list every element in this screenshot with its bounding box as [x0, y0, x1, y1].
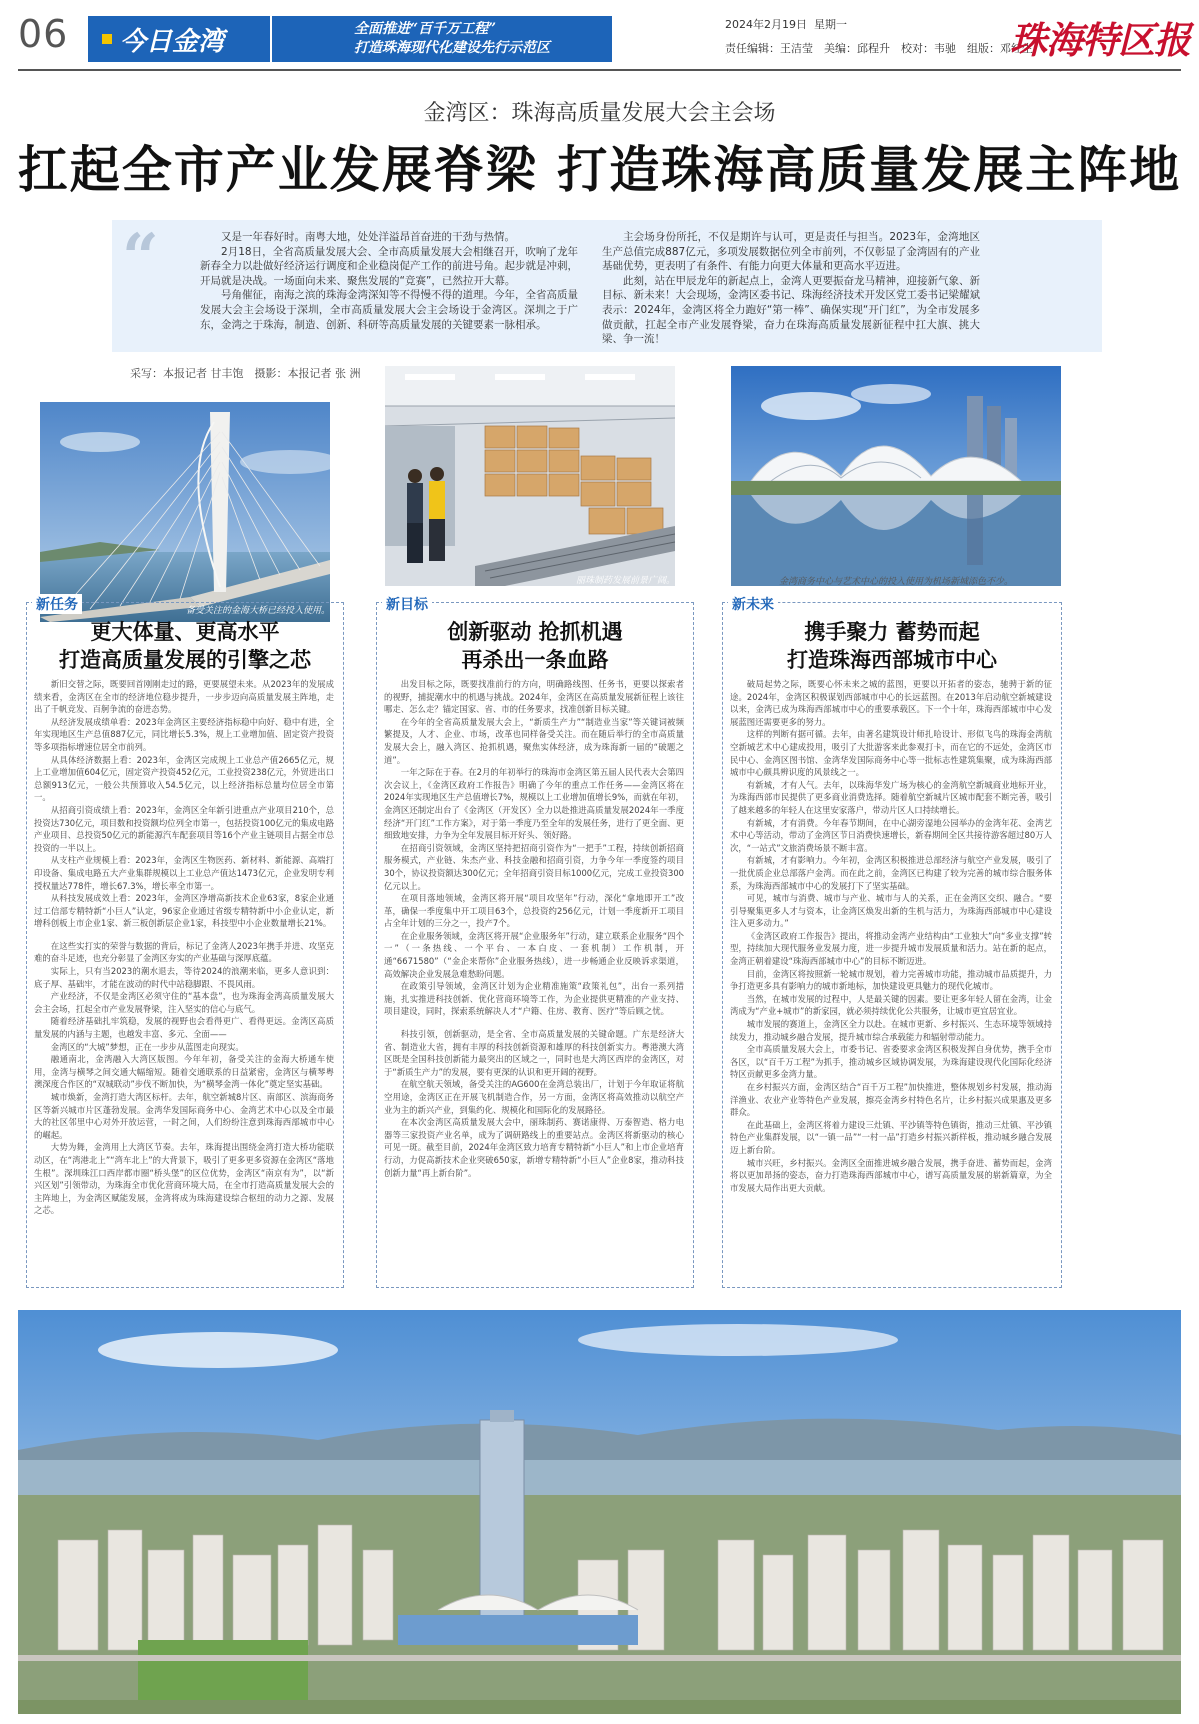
- slogan-line-2: 打造珠海现代化建设先行示范区: [354, 40, 550, 56]
- art-center-photo: [731, 366, 1061, 586]
- column-body: [730, 678, 1052, 1278]
- body-paragraph: 从经济发展成绩单看：2023年金湾区主要经济指标稳中向好、稳中有进，全年实现地区生产总值887亿元，同比增长5.3%，规上工业增加值、固定资产投资等多项指标增速位居全市前列。: [34, 716, 334, 752]
- body-paragraph: 这样的判断有据可循。去年，由著名建筑设计师扎哈设计、形似飞鸟的珠海金湾航空新城艺术中心建成投用，吸引了大批游客来此参观打卡，而在它的不远处，金湾区市民中心、金湾区图书馆、金湾华发国际商务中心等一批标志性建筑集聚，成为珠海西部城市中心颇具辨识度的风景线之一。: [730, 729, 1052, 778]
- body-paragraph: 在今年的全省高质量发展大会上，“新质生产力”“制造业当家”等关键词被频繁提及，人才、企业、市场，改革也同样备受关注。而在随后举行的全市高质量发展大会上，融入湾区、抢抓机遇，聚焦实体经济，成为珠海新一届的“破题之道”。: [384, 716, 684, 765]
- body-paragraph: 出发目标之际，既要找准前行的方向，明确路线图、任务书，更要以探索者的视野，捕捉潮水中的机遇与挑战。2024年，金湾区在高质量发展新征程上该往哪走、怎么走？锚定国家、省、市的任务要求，找准创新目标关键。: [384, 679, 684, 715]
- column-title-line: 创新驱动 抢抓机遇: [447, 619, 623, 644]
- body-paragraph: 在本次金湾区高质量发展大会中，丽珠制药、赛诺康得、万泰智造、格力电器等三家投资产业名单，成为了调研路线上的重要站点。金湾区将新驱动的核心可见一斑。截至目前，2024年金湾区致力培育专精特新“小巨人”和上市企业培育行动，力促高新技术企业突破650家，新增专精特新“小巨人”企业8家，推动科技创新力量“再上新台阶”。: [384, 1117, 684, 1178]
- issue-date: [725, 16, 847, 32]
- body-paragraph: 城市兴旺，乡村振兴。金湾区全面推进城乡融合发展，携手奋进、蓄势而起，金湾将以更加昂扬的姿态，奋力打造珠海西部城市中心，谱写高质量发展的崭新篇章，为全市发展大局作出更大贡献。: [730, 1157, 1052, 1193]
- slogan-banner: [272, 16, 612, 62]
- body-paragraph: 全市高质量发展大会上，市委书记、省委要求金湾区积极发挥自身优势，携手全市各区，以“百千万工程”为抓手，推动城乡区域协调发展，为珠海建设现代化国际化经济特区贡献更多金湾力量。: [730, 1044, 1052, 1080]
- section-banner: [88, 16, 270, 62]
- body-paragraph: 破局起势之际，既要心怀未来之城的蓝图，更要以开拓者的姿态，驰骋于新的征途。2024年，金湾区积极谋划西部城市中心的长远蓝图。在2013年启动航空新城建设以来，金湾已成为珠海西部城市中心的重要承载区。下一个十年，珠海西部城市中心发展蓝图还需要更多的努力。: [730, 679, 1052, 727]
- body-paragraph: 当然，在城市发展的过程中，人是最关键的因素。要让更多年轻人留在金湾，让金湾成为“产业+城市”的新家园，就必须持续优化公共服务，让城市更宜居宜业。: [730, 993, 1052, 1017]
- photo-caption: 丽珠制药发展前景广阔。: [575, 576, 675, 586]
- body-paragraph: 从科技发展成效上看：2023年，金湾区净增高新技术企业63家，8家企业通过工信部专精特新“小巨人”认定，96家企业通过省级专精特新中小企业认定，新增科创板上市企业1家、新三板创新层企业1家，科技型中小企业数量增长21%。: [34, 893, 334, 929]
- column-title-line: 再杀出一条血路: [461, 647, 609, 672]
- lead-paragraph: 此刻，站在甲辰龙年的新起点上，金湾人更要振奋龙马精神，迎接新气象、新目标、新未来！大会现场，金湾区委书记、珠海经济技术开发区党工委书记梁耀斌表示：2024年，金湾区将全力跑好“第一棒”、确保实现“开门红”，为全市发展多做贡献，扛起全市产业发展脊梁，奋力在珠海高质量发展新征程中扛大旗、挑大梁、争一流！: [602, 274, 980, 346]
- body-paragraph: 有新城，才有消费。今年春节期间，在中心湖旁湿地公园举办的金湾年花、金湾艺术中心等活动，带动了金湾区节日消费快速增长，新春期间全区共接待游客超过80万人次，“一站式”文旅消费场景不断丰富。: [730, 817, 1052, 853]
- body-paragraph: 科技引领，创新驱动，是全省、全市高质量发展的关键命题。广东是经济大省、制造业大省，拥有丰厚的科技创新资源和雄厚的科技创新实力。粤港澳大湾区既是全国科技创新能力最突出的区域之一，同时也是大湾区西岸的金湾区，对于“新质生产力”的发展，要有更深的认识和更开阔的视野。: [384, 1029, 684, 1077]
- body-paragraph: 新旧交替之际，既要回首刚刚走过的路，更要展望未来。从2023年的发展成绩来看，金湾区在全市的经济地位稳步提升，一步步迈向高质量发展主阵地，走出了千帆竞发、百舸争流的奋进态势。: [34, 679, 334, 715]
- body-paragraph: 城市发展的赛道上，金湾区全力以赴。在城市更新、乡村振兴、生态环境等领域持续发力，推动城乡融合发展，提升城市综合承载能力和辐射带动能力。: [730, 1019, 1052, 1042]
- body-paragraph: 在此基础上，金湾区将着力建设三灶镇、平沙镇等特色镇街，推动三灶镇、平沙镇特色产业集群发展，以“一镇一品”“一村一品”打造乡村振兴新样板，推动城乡融合发展迈上新台阶。: [730, 1119, 1052, 1155]
- date-text: 2024年2月19日: [725, 18, 807, 31]
- slogan-line-1: 全面推进“百千万工程”: [354, 21, 497, 37]
- column-title: [26, 618, 344, 674]
- bridge-photo: [40, 402, 330, 622]
- lead-paragraph: 号角催征，南海之滨的珠海金湾深知等不得慢不得的道理。今年，全省高质量发展大会主会场设于深圳，全市高质量发展大会主会场设于金湾区。深圳之于广东，金湾之于珠海，制造、创新、科研等高质量发展的关键要素一脉相承。: [200, 289, 578, 331]
- body-paragraph: 从支柱产业规模上看：2023年，金湾区生物医药、新材料、新能源、高端打印设备、集成电路五大产业集群规模以上工业总产值达1473亿元，企业发明专利授权量达778件，增长67.3%，增长率全市第一。: [34, 855, 334, 891]
- body-paragraph: 随着经济基础扎牢筑稳，发展的视野也会看得更广、看得更远。金湾区高质量发展的内涵与主题，也越发丰富、多元、全面——: [34, 1016, 334, 1040]
- body-paragraph: 产业经济，不仅是金湾区必须守住的“基本盘”，也为珠海金湾高质量发展大会主会场，扛起全市产业发展脊梁，注入坚实的信心与底气。: [34, 991, 334, 1014]
- body-paragraph: 从招商引资成绩上看：2023年，金湾区全年新引进重点产业项目210个，总投资达730亿元，项目数和投资额均位列全市第一，包括投资100亿元的集成电路产业项目、总投资50亿元的新能源汽车配套项目等16个产业主链项目占据全市总投资的一半以上。: [34, 804, 334, 853]
- body-paragraph: 目前，金湾区将按照新一轮城市规划，着力完善城市功能，推动城市品质提升，力争打造更多具有影响力的城市新地标，加快建设更具魅力的现代化城市。: [730, 968, 1052, 992]
- column-title-line: 打造珠海西部城市中心: [787, 647, 997, 672]
- body-paragraph: 城市焕新，金湾打造大湾区标杆。去年，航空新城8片区、南部区、滨海商务区等新兴城市片区蓬勃发展。金湾华发国际商务中心、金湾艺术中心以及全市最大的社区邻里中心对外开放运营，一时之间，人们纷纷注意到珠海西部城市中心的崛起。: [34, 1092, 334, 1140]
- photo-caption: 备受关注的金海大桥已经投入使用。: [185, 606, 330, 616]
- body-paragraph: 金湾区的“大城”梦想，正在一步步从蓝图走向现实。: [50, 1041, 244, 1052]
- column-title-line: 携手聚力 蓄势而起: [804, 619, 980, 644]
- page-number: 06: [18, 12, 69, 56]
- body-paragraph: 从具体经济数据上看：2023年，金湾区完成规上工业总产值2665亿元，规上工业增加值604亿元，固定资产投资452亿元，工业投资238亿元，外贸进出口总额913亿元，一般公共预算收入54.5亿元，以上经济指标总量均位居全市第一。: [34, 754, 334, 803]
- body-paragraph: 在这些实打实的荣誉与数据的背后，标记了金湾人2023年携手并进、攻坚克难的奋斗足迹，也充分彰显了金湾区夯实的产业基础与深厚底蕴。: [34, 940, 334, 964]
- body-paragraph: 可见，城市与消费、城市与产业、城市与人的关系，正在金湾区交织、融合。“要引导聚集更多人才与资本，让金湾区焕发出新的生机与活力，为珠海西部城市中心建设注入更多动力。”: [730, 893, 1052, 929]
- column-title-line: 打造高质量发展的引擎之芯: [59, 647, 311, 672]
- warehouse-illustration: [385, 366, 675, 586]
- column-title-line: 更大体量、更高水平: [90, 619, 280, 644]
- body-paragraph: 在政策引导领域，金湾区计划为企业精准施策“政策礼包”，出台一系列措施，扎实推进科技创新、优化营商环境等工作，为企业提供更精准的产业支持、项目建设，同时，探索系统解决人才“户籍、住房、教育、医疗”等后顾之忧。: [384, 981, 684, 1017]
- newspaper-masthead: 珠海特区报: [1010, 18, 1190, 62]
- city-aerial-photo: [18, 1310, 1181, 1714]
- column-title: [722, 618, 1062, 674]
- body-paragraph: 在企业服务领域，金湾区将开展“企业服务年”行动，建立联系企业服务“四个一”（一条热线、一个平台、一本白皮、一套机制）工作机制，开通“6671580”（“金企来帮你”企业服务热线），进一步畅通企业反映诉求渠道，高效解决企业发展急难愁盼问题。: [384, 930, 684, 979]
- body-paragraph: 在乡村振兴方面，金湾区结合“百千万工程”加快推进，整体规划乡村发展，推动海洋渔业、农业产业等特色产业发展，擦亮金湾乡村特色名片，让乡村振兴成果惠及更多群众。: [730, 1082, 1052, 1118]
- column-title: [376, 618, 694, 674]
- column-tag: 新未来: [728, 594, 778, 614]
- column-body: [34, 678, 334, 1278]
- body-paragraph: 在招商引资领域，金湾区坚持把招商引资作为“一把手”工程，持续创新招商服务模式，产业链、朱杰产业、科技金融和招商引资，力争今年一季度签约项目30个，协议投资额达300亿元；全年招商引资目标1000亿元，完成工业投资300亿元以上。: [384, 842, 684, 891]
- body-paragraph: 实际上，只有当2023的潮水退去，等待2024的浪潮来临，更多人意识到：底子厚、基础牢，才能在波动的时代中站稳脚跟、不畏风雨。: [34, 966, 334, 989]
- body-paragraph: 融通南北，金湾融入大湾区版图。今年年初，备受关注的金海大桥通车使用，金湾与横琴之间交通大幅缩短。随着交通联系的日益紧密，金湾区与横琴粤澳深度合作区的“双城联动”步伐不断加快，为“横琴金湾一体化”奠定坚实基础。: [34, 1054, 334, 1090]
- warehouse-photo: [385, 366, 675, 586]
- body-paragraph: 在航空航天领域，备受关注的AG600在金湾总装出厂，计划于今年取证将航空用途，金湾区正在开展飞机制造合作，另一方面，金湾区将高效推动以航空产业为主的新兴产业，到集约化、规模化和国际化的发展路径。: [384, 1079, 684, 1115]
- weekday-text: 星期一: [814, 18, 847, 31]
- body-paragraph: 一年之际在于春。在2月的年初举行的珠海市金湾区第五届人民代表大会第四次会议上，《金湾区政府工作报告》明确了今年的重点工作任务——金湾区将在2024年实现地区生产总值增长7%，规模以上工业增加值增长9%，而就在年初，金湾区还制定出台了《金湾区（开发区）全力以赴推进高质量发展2024年一季度经济“开门红”工作方案》，对于第一季度乃至全年的发展任务，进行了更全面、更细致地安排，力争为全年发展目标开好头、领好路。: [384, 767, 684, 841]
- column-tag: 新目标: [382, 594, 432, 614]
- art-center-illustration: [731, 366, 1061, 586]
- kicker-headline: 金湾区：珠海高质量发展大会主会场: [423, 101, 776, 126]
- city-aerial-illustration: [18, 1310, 1181, 1714]
- editor-credits: 责任编辑：王洁莹 美编：邱程升 校对：韦驰 组版：邓红生: [725, 42, 1033, 55]
- lead-paragraph: 主会场身份所托，不仅是期许与认可，更是责任与担当。2023年，金湾地区生产总值完成887亿元，多项发展数据位列全市前列，不仅彰显了金湾固有的产业基础优势，更表明了有条件、有能力向更大体量和更高水平迈进。: [602, 231, 980, 273]
- main-headline: 扛起全市产业发展脊梁 打造珠海高质量发展主阵地: [17, 140, 1182, 199]
- lead-left-column: [200, 230, 578, 332]
- lead-paragraph: 2月18日，全省高质量发展大会、全市高质量发展大会相继召开，吹响了龙年新春全力以赴做好经济运行调度和企业稳岗促产工作的前进号角。起步就是冲刺，开局就是决战。一场面向未来、聚焦发展的“竞赛”，已然拉开大幕。: [200, 245, 578, 287]
- lead-right-column: [602, 230, 980, 347]
- body-paragraph: 有新城，才有人气。去年，以珠海华发广场为核心的金湾航空新城商业地标开业，为珠海西部市民提供了更多商业消费选择。随着航空新城片区城市配套不断完善，吸引了越来越多的年轻人在这里安家落户，带动片区人口持续增长。: [730, 779, 1052, 815]
- header-rule: [18, 69, 1181, 71]
- body-paragraph: 大势为舞，金湾用上大湾区节奏。去年，珠海提出围绕金湾打造大桥功能联动区，在“湾港北上”“湾车北上”的大背景下，吸引了更多更多资源在金湾区“落地生根”。深圳珠江口西岸都市圈“桥头堡”的区位优势，金湾区“南京有为”，以“新兴区划”引领带动，为珠海全市优化营商环境大局，在全市打造高质量发展大会的主阵地上，为金湾区赋能发展，金湾将成为珠海建设综合枢纽的动力之源、发展之芯。: [34, 1142, 334, 1216]
- bridge-illustration: [40, 402, 330, 622]
- banner-square-icon: [102, 34, 112, 44]
- body-paragraph: 有新城，才有影响力。今年初，金湾区积极推进总部经济与航空产业发展，吸引了一批优质企业总部落户金湾。而在此之前，金湾区已构建了较为完善的城市综合服务体系，为珠海西部城市中心的发展打下了坚实基础。: [730, 855, 1052, 891]
- lead-paragraph: 又是一年春好时。南粤大地，处处洋溢昂首奋进的干劲与热情。: [221, 231, 515, 243]
- section-name: 今日金湾: [120, 26, 225, 57]
- column-body: [384, 678, 684, 1278]
- photo-caption: 金湾商务中心与艺术中心的投入使用为机场新城添色不少。: [778, 577, 1013, 587]
- body-paragraph: 在项目落地领域，金湾区将开展“项目攻坚年”行动，深化“拿地即开工”改革，确保一季度集中开工项目63个，总投资约256亿元，计划一季度新开工项目占全年计划的三分之一，投产7个。: [384, 893, 684, 929]
- column-tag: 新任务: [32, 594, 82, 614]
- byline: 采写：本报记者 甘丰饱 摄影：本报记者 张 洲: [130, 367, 361, 380]
- quote-mark-icon: “: [122, 220, 159, 295]
- body-paragraph: 《金湾区政府工作报告》提出，将推动金湾产业结构由“工业独大”向“多业支撑”转型，持续加大现代服务业发展力度，进一步提升城市发展质量和活力。站在新的起点，金湾正朝着建设“珠海西部城市中心”的目标不断迈进。: [730, 930, 1052, 967]
